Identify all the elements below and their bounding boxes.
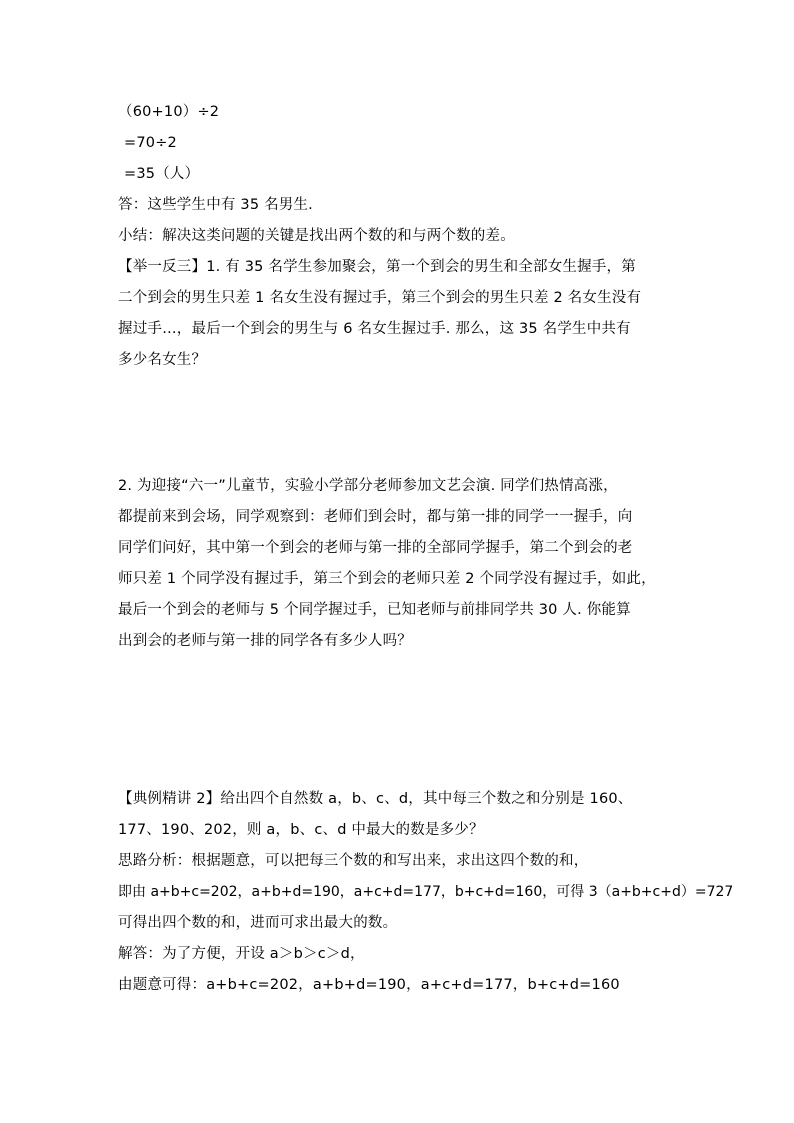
exercise-2-line-6: 出到会的老师与第一排的同学各有多少人吗？ [118, 633, 412, 649]
analysis-line-1: 思路分析：根据题意，可以把每三个数的和写出来，求出这四个数的和， [118, 853, 589, 869]
example-2-line-2: 177、190、202，则 a，b、c、d 中最大的数是多少？ [118, 822, 484, 838]
exercise-1-line-4: 多少名女生？ [118, 352, 207, 368]
solution-line-1: 解答：为了方便，开设 a＞b＞c＞d， [118, 946, 365, 962]
calc-line-3: =35（人） [124, 166, 200, 182]
exercise-2-line-3: 同学们问好，其中第一个到会的老师与第一排的全部同学握手，第二个到会的老 [118, 540, 633, 556]
exercise-2-line-5: 最后一个到会的老师与 5 个同学握过手，已知老师与前排同学共 30 人. 你能算 [118, 602, 631, 618]
summary-line: 小结：解决这类问题的关键是找出两个数的和与两个数的差。 [118, 228, 515, 244]
exercise-2-line-2: 都提前来到会场，同学观察到：老师们到会时，都与第一排的同学一一握手，向 [118, 509, 633, 525]
exercise-2-line-4: 师只差 1 个同学没有握过手，第三个到会的老师只差 2 个同学没有握过手，如此， [118, 571, 656, 587]
exercise-1-line-2: 二个到会的男生只差 1 名女生没有握过手，第三个到会的男生只差 2 名女生没有 [118, 290, 642, 306]
exercise-2-line-1: 2. 为迎接“六一”儿童节，实验小学部分老师参加文艺会演. 同学们热情高涨， [118, 478, 618, 494]
analysis-line-3: 可得出四个数的和，进而可求出最大的数。 [118, 915, 398, 931]
answer-line: 答：这些学生中有 35 名男生. [118, 197, 313, 213]
calc-line-2: =70÷2 [124, 135, 177, 151]
solution-line-2: 由题意可得：a+b+c=202，a+b+d=190，a+c+d=177，b+c+d=160 [118, 977, 620, 993]
analysis-line-2: 即由 a+b+c=202，a+b+d=190，a+c+d=177，b+c+d=160，可得 3（a+b+c+d）=727 [118, 884, 734, 900]
example-2-line-1: 【典例精讲 2】给出四个自然数 a，b、c、d，其中每三个数之和分别是 160、 [118, 791, 633, 807]
exercise-1-line-1: 【举一反三】1. 有 35 名学生参加聚会，第一个到会的男生和全部女生握手，第 [118, 259, 636, 275]
calc-line-1: （60+10）÷2 [118, 104, 220, 120]
exercise-1-line-3: 握过手…，最后一个到会的男生与 6 名女生握过手. 那么，这 35 名学生中共有 [118, 321, 631, 337]
